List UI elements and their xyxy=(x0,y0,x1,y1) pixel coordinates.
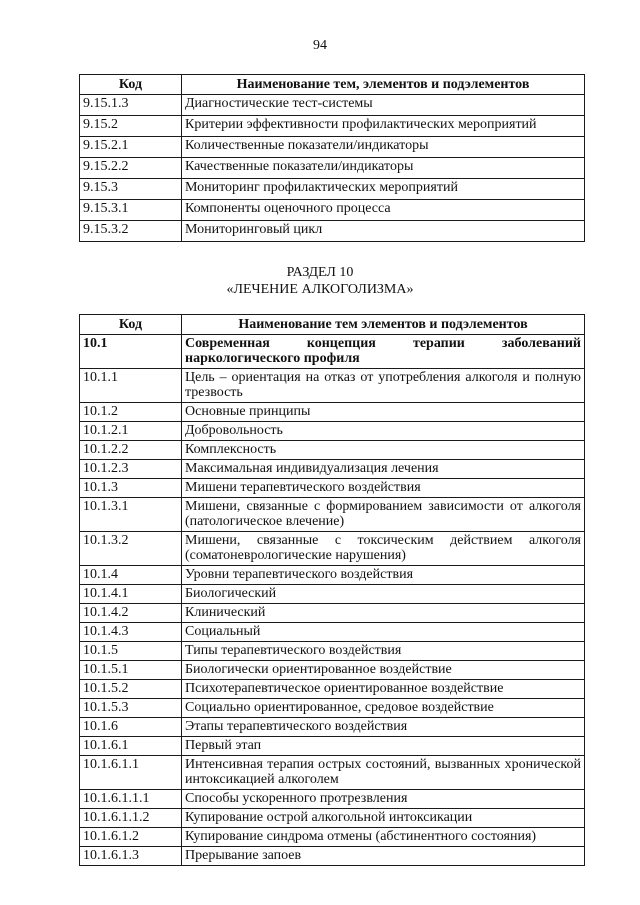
table-row xyxy=(80,756,585,790)
table-row xyxy=(80,623,585,642)
header-code: Код xyxy=(80,315,182,335)
table-row xyxy=(80,200,585,221)
table-row xyxy=(80,642,585,661)
row-name: Уровни терапевтического воздействия xyxy=(182,566,585,585)
table-row xyxy=(80,479,585,498)
row-name: Купирование острой алкогольной интоксикации xyxy=(182,809,585,828)
table-header-row xyxy=(80,75,585,95)
row-code: 10.1.3 xyxy=(80,479,182,498)
table-row xyxy=(80,604,585,623)
table-row xyxy=(80,158,585,179)
row-code: 9.15.3 xyxy=(80,179,182,200)
row-code: 10.1.2.1 xyxy=(80,422,182,441)
table-row xyxy=(80,585,585,604)
table-row xyxy=(80,680,585,699)
row-name: Психотерапевтическое ориентированное воздействие xyxy=(182,680,585,699)
row-name: Биологический xyxy=(182,585,585,604)
row-code: 10.1.3.1 xyxy=(80,498,182,532)
table-row xyxy=(80,661,585,680)
table-header-row xyxy=(80,315,585,335)
row-name: Социально ориентированное, средовое воздействие xyxy=(182,699,585,718)
row-code: 10.1.2 xyxy=(80,403,182,422)
table-row xyxy=(80,532,585,566)
row-name: Мишени терапевтического воздействия xyxy=(182,479,585,498)
row-name: Компоненты оценочного процесса xyxy=(182,200,585,221)
table-row xyxy=(80,221,585,242)
table-row xyxy=(80,718,585,737)
table-row xyxy=(80,422,585,441)
row-code: 10.1.4.3 xyxy=(80,623,182,642)
row-name: Максимальная индивидуализация лечения xyxy=(182,460,585,479)
row-name: Диагностические тест-системы xyxy=(182,95,585,116)
row-name: Мишени, связанные с формированием зависимости от алкоголя (патологическое влечение) xyxy=(182,498,585,532)
row-code: 9.15.1.3 xyxy=(80,95,182,116)
row-name: Комплексность xyxy=(182,441,585,460)
row-name: Цель – ориентация на отказ от употребления алкоголя и полную трезвость xyxy=(182,369,585,403)
row-name: Биологически ориентированное воздействие xyxy=(182,661,585,680)
section-number: РАЗДЕЛ 10 xyxy=(286,265,354,280)
row-code: 10.1.4.1 xyxy=(80,585,182,604)
row-name: Социальный xyxy=(182,623,585,642)
row-code: 9.15.3.1 xyxy=(80,200,182,221)
row-name: Типы терапевтического воздействия xyxy=(182,642,585,661)
topics-table-continued xyxy=(79,74,585,242)
table-row xyxy=(80,498,585,532)
row-code: 10.1.5.1 xyxy=(80,661,182,680)
table-row xyxy=(80,335,585,369)
row-name: Прерывание запоев xyxy=(182,847,585,866)
row-name: Качественные показатели/индикаторы xyxy=(182,158,585,179)
row-code: 10.1.5.2 xyxy=(80,680,182,699)
header-name: Наименование тем элементов и подэлементов xyxy=(182,315,585,335)
row-name: Клинический xyxy=(182,604,585,623)
row-code: 10.1.6.1.2 xyxy=(80,828,182,847)
row-code: 10.1.6.1.1 xyxy=(80,756,182,790)
row-code: 10.1.6 xyxy=(80,718,182,737)
table-row xyxy=(80,828,585,847)
table-row xyxy=(80,460,585,479)
row-code: 10.1.5.3 xyxy=(80,699,182,718)
table-row xyxy=(80,809,585,828)
row-code: 9.15.3.2 xyxy=(80,221,182,242)
header-name: Наименование тем, элементов и подэлементов xyxy=(182,75,585,95)
row-code: 10.1.4.2 xyxy=(80,604,182,623)
row-code: 10.1.1 xyxy=(80,369,182,403)
row-name: Интенсивная терапия острых состояний, вызванных хронической интоксикацией алкоголем xyxy=(182,756,585,790)
row-code: 10.1.4 xyxy=(80,566,182,585)
section-name: «ЛЕЧЕНИЕ АЛКОГОЛИЗМА» xyxy=(226,282,414,297)
table-row xyxy=(80,95,585,116)
row-name: Купирование синдрома отмены (абстинентного состояния) xyxy=(182,828,585,847)
row-name: Мониторинг профилактических мероприятий xyxy=(182,179,585,200)
table-row xyxy=(80,790,585,809)
row-name: Способы ускоренного протрезвления xyxy=(182,790,585,809)
table-row xyxy=(80,137,585,158)
table-row xyxy=(80,441,585,460)
row-code: 10.1.6.1 xyxy=(80,737,182,756)
row-code: 10.1.6.1.1.1 xyxy=(80,790,182,809)
table-row xyxy=(80,737,585,756)
section-title xyxy=(0,264,640,298)
table-row xyxy=(80,403,585,422)
row-code: 10.1.2.2 xyxy=(80,441,182,460)
row-name: Основные принципы xyxy=(182,403,585,422)
table-row xyxy=(80,847,585,866)
row-name: Первый этап xyxy=(182,737,585,756)
row-code: 9.15.2.2 xyxy=(80,158,182,179)
row-code: 9.15.2 xyxy=(80,116,182,137)
row-code: 9.15.2.1 xyxy=(80,137,182,158)
row-code: 10.1.5 xyxy=(80,642,182,661)
row-code: 10.1.6.1.1.2 xyxy=(80,809,182,828)
row-name: Этапы терапевтического воздействия xyxy=(182,718,585,737)
page-number: 94 xyxy=(313,38,327,53)
row-name: Мишени, связанные с токсическим действием алкоголя (соматоневрологические нарушения) xyxy=(182,532,585,566)
table-row xyxy=(80,179,585,200)
row-name: Мониторинговый цикл xyxy=(182,221,585,242)
row-code: 10.1 xyxy=(80,335,182,369)
table-row xyxy=(80,699,585,718)
row-name: Количественные показатели/индикаторы xyxy=(182,137,585,158)
row-name: Критерии эффективности профилактических мероприятий xyxy=(182,116,585,137)
table-row xyxy=(80,566,585,585)
row-code: 10.1.3.2 xyxy=(80,532,182,566)
section-10-topics-table xyxy=(79,314,585,866)
row-code: 10.1.6.1.3 xyxy=(80,847,182,866)
header-code: Код xyxy=(80,75,182,95)
row-code: 10.1.2.3 xyxy=(80,460,182,479)
row-name: Современная концепция терапии заболеваний наркологического профиля xyxy=(182,335,585,369)
table-row xyxy=(80,116,585,137)
row-name: Добровольность xyxy=(182,422,585,441)
table-row xyxy=(80,369,585,403)
